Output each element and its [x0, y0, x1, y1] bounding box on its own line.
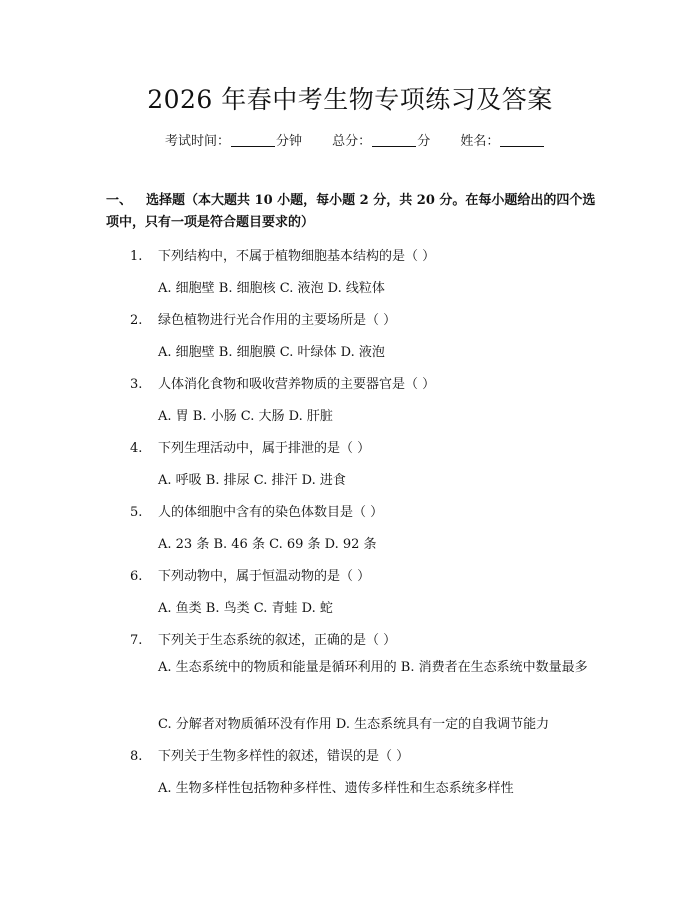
question-6 — [130, 565, 600, 584]
question-7-options-line2: C. 分解者对物质循环没有作用 D. 生态系统具有一定的自我调节能力 — [158, 717, 550, 732]
total-score-field — [332, 134, 430, 149]
question-3-options: A. 胃 B. 小肠 C. 大肠 D. 肝脏 — [158, 409, 333, 424]
question-stem: 下列关于生态系统的叙述，正确的是（ ） — [158, 633, 397, 648]
question-stem: 下列生理活动中，属于排泄的是（ ） — [158, 441, 371, 456]
question-6-options: A. 鱼类 B. 鸟类 C. 青蛙 D. 蛇 — [158, 601, 333, 616]
question-number: 6. — [130, 569, 143, 584]
question-stem: 下列动物中，属于恒温动物的是（ ） — [158, 569, 371, 584]
question-5 — [130, 501, 600, 520]
question-number: 7. — [130, 633, 143, 648]
student-name-field — [460, 134, 545, 149]
question-4-options: A. 呼吸 B. 排尿 C. 排汗 D. 进食 — [158, 473, 346, 488]
question-number: 4. — [130, 441, 143, 456]
question-3 — [130, 373, 600, 392]
question-stem: 下列结构中，不属于植物细胞基本结构的是（ ） — [158, 249, 436, 264]
exam-time-label: 考试时间： — [165, 134, 231, 149]
question-number: 1. — [130, 249, 143, 264]
section-instructions: 选择题（本大题共 10 小题，每小题 2 分，共 20 分。在每小题给出的四个选项中，只有一项是符合题目要求的） — [106, 193, 596, 230]
total-score-label: 总分： — [332, 134, 372, 149]
question-stem: 人体消化食物和吸收营养物质的主要器官是（ ） — [158, 377, 436, 392]
section-heading — [106, 190, 606, 234]
section-number: 一、 — [106, 193, 133, 208]
page-title: 2026 年春中考生物专项练习及答案 — [147, 85, 553, 114]
question-2-options: A. 细胞壁 B. 细胞膜 C. 叶绿体 D. 液泡 — [158, 345, 385, 360]
question-stem: 人的体细胞中含有的染色体数目是（ ） — [158, 505, 384, 520]
question-8 — [130, 745, 600, 764]
question-8-options: A. 生物多样性包括物种多样性、遗传多样性和生态系统多样性 — [158, 781, 514, 796]
total-score-unit: 分 — [417, 134, 431, 149]
question-stem: 绿色植物进行光合作用的主要场所是（ ） — [158, 313, 397, 328]
question-stem: 下列关于生物多样性的叙述，错误的是（ ） — [158, 749, 410, 764]
question-2 — [130, 309, 600, 328]
exam-time-field — [165, 134, 302, 149]
student-name-label: 姓名： — [460, 134, 500, 149]
question-number: 5. — [130, 505, 143, 520]
question-5-options: A. 23 条 B. 46 条 C. 69 条 D. 92 条 — [158, 537, 377, 552]
student-name-blank — [500, 134, 544, 147]
question-7 — [130, 629, 600, 648]
total-score-blank — [372, 134, 416, 147]
question-number: 2. — [130, 313, 143, 328]
question-1-options: A. 细胞壁 B. 细胞核 C. 液泡 D. 线粒体 — [158, 281, 385, 296]
question-4 — [130, 437, 600, 456]
exam-time-unit: 分钟 — [276, 134, 303, 149]
question-number: 8. — [130, 749, 143, 764]
question-7-options-line1: A. 生态系统中的物质和能量是循环利用的 B. 消费者在生态系统中数量最多 — [158, 660, 588, 675]
exam-time-blank — [231, 134, 275, 147]
question-number: 3. — [130, 377, 143, 392]
question-1 — [130, 245, 600, 264]
exam-info-row — [165, 130, 571, 149]
